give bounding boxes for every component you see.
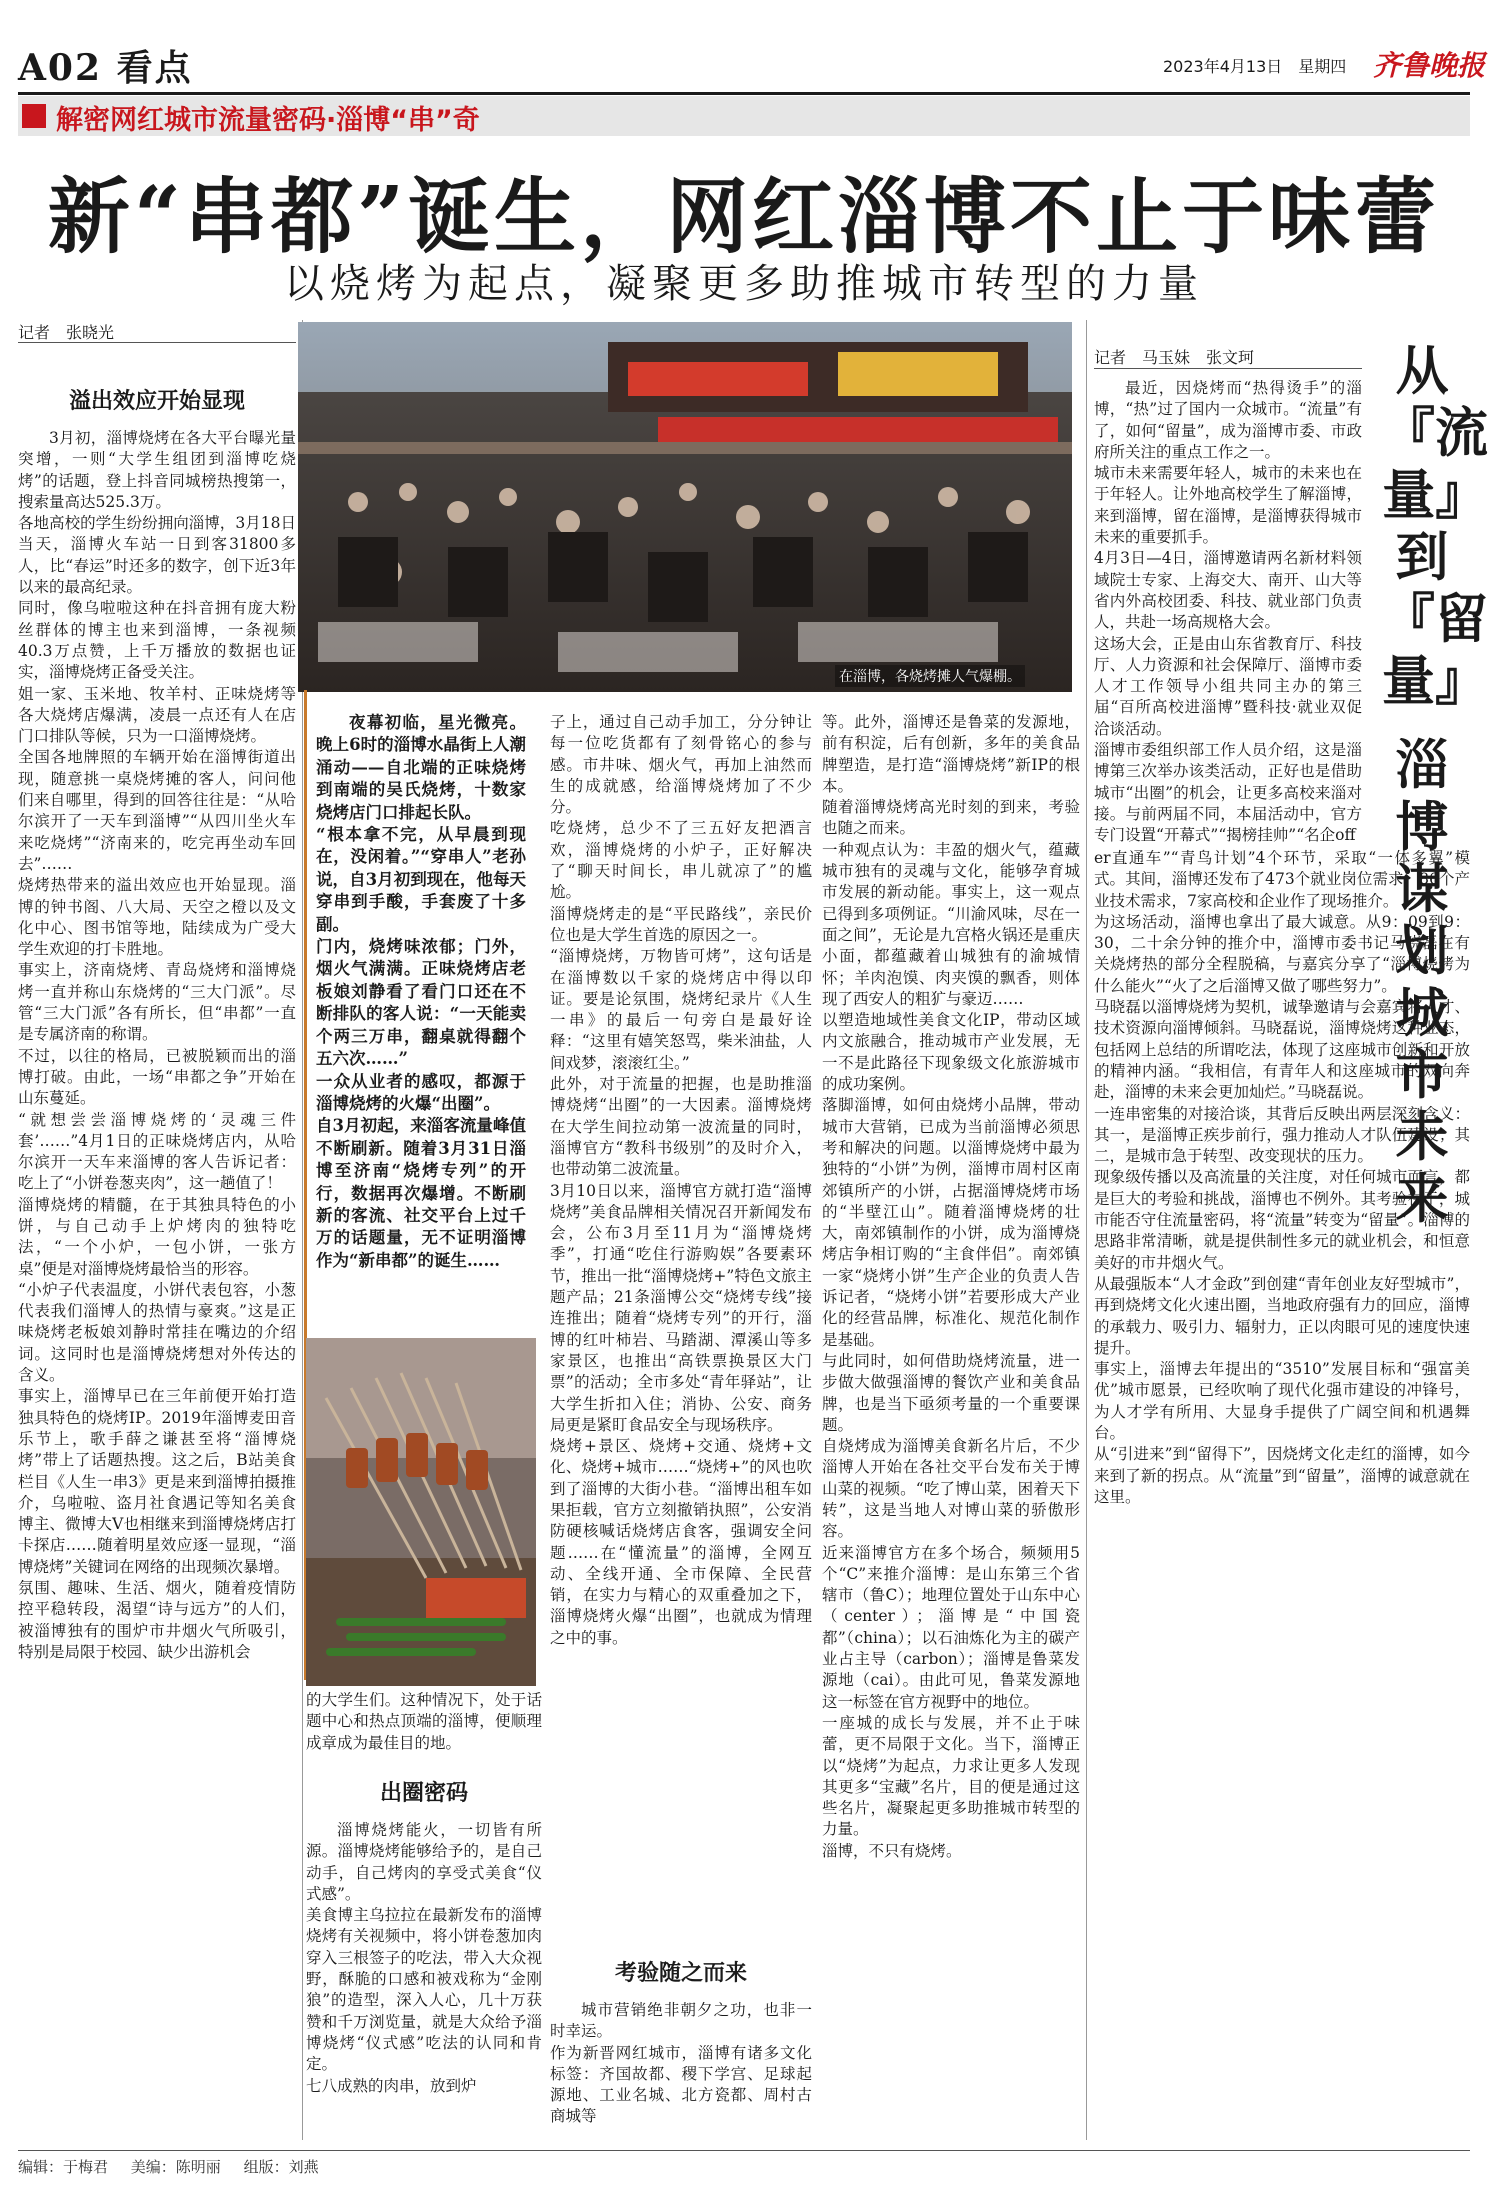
header-rule: [18, 92, 1470, 95]
headline: 新“串都”诞生，网红淄博不止于味蕾: [47, 169, 1441, 265]
issue-date: 2023年4月13日 星期四: [1163, 57, 1347, 76]
right-article-body-part1: 最近，因烧烤而“热得烫手”的淄博，“热”过了国内一众城市。“流量”有了，如何“留量”，成为淄博市委、市政府所关注的重点工作之一。 城市未来需要年轻人，城市的未来也在于年轻人。让外地高校学生了解淄博，来到淄博，留在淄博，是淄博获得城市未来的重要抓手。 4月3日—4日，淄博邀请两名新材料领域院士专家、上海交大、南开、山大等省内外高校团委、科技、就业部门负责人，共赴一场高规格大会。 这场大会，正是由山东省教育厅、科技厅、人力资源和社会保障厅、淄博市委人才工作领导小组共同主办的第三届“百所高校进淄博”暨科技·就业双促洽谈活动。 淄博市委组织部工作人员介绍，这是淄博第三次举办该类活动，正好也是借助城市“出圈”的机会，让更多高校来淄对接。与前两届不同，本届活动中，官方专门设置“开幕式”“揭榜挂帅”“名企off: [1094, 379, 1362, 845]
right-byline: 记者 马玉妹 张文珂: [1094, 348, 1255, 367]
left-article-body: 3月初，淄博烧烤在各大平台曝光量突增，一则“大学生组团到淄博吃烧烤”的话题，登上抖音同城榜热搜第一，搜索量高达525.3万。 各地高校的学生纷纷拥向淄博，3月18日当天，淄博火车站一日到客31800多人，比“春运”时还多的数字，创下近3年以来的最高纪录。 同时，像乌啦啦这种在抖音拥有庞大粉丝群体的博主也来到淄博，一条视频40.3万点赞，上千万播放的数据也证实，淄博烧烤正备受关注。 姐一家、玉米地、牧羊村、正味烧烤等各大烧烤店爆满，凌晨一点还有人在店门口排队等候，只为一口淄博烧烤。 全国各地牌照的车辆开始在淄博街道出现，随意挑一桌烧烤摊的客人，问问他们来自哪里，得到的回答往往是：“从哈尔滨开了一天车到淄博”“从四川坐火车来吃烧烤”“济南来的，吃完再坐动车回去”…… 烧烤热带来的溢出效应也开始显现。淄博的钟书阁、八大局、天空之橙以及文化中心、图书馆等地，陆续成为广受大学生欢迎的打卡胜地。 事实上，济南烧烤、青岛烧烤和淄博烧烤一直并称山东烧烤的“三大门派”。尽管“三大门派”各有所长，但“串都”一直是专属济南的称谓。 不过，以往的格局，已被脱颖而出的淄博打破。由此，一场“串都之争”开始在山东蔓延。 “就想尝尝淄博烧烤的‘灵魂三件套’……”4月1日的正味烧烤店内，从哈尔滨开一天车来淄博的客人告诉记者：吃上了“小饼卷葱夹肉”，这一趟值了！ 淄博烧烤的精髓，在于其独具特色的小饼，与自己动手上炉烤肉的独特吃法，“一个小炉，一包小饼，一张方桌”便是对淄博烧烤最恰当的形容。 “小炉子代表温度，小饼代表包容，小葱代表我们淄博人的热情与豪爽。”这是正味烧烤老板娘刘静时常挂在嘴边的介绍词。这同时也是淄博烧烤想对外传达的含义。 事实上，淄博早已在三年前便开始打造独具特色的烧烤IP。2019年淄博麦田音乐节上，歌手薛之谦甚至将“淄博烧烤”带上了话题热搜。这之后，B站美食栏目《人生一串3》更是来到淄博拍摄推介，乌啦啦、盗月社食遇记等知名美食博主、微博大V也相继来到淄博烧烤店打卡探店……随着明星效应逐一显现，“淄博烧烤”关键词在网络的出现频次暴增。 氛围、趣味、生活、烟火，随着疫情防控平稳转段，渴望“诗与远方”的人们，被淄博独有的围炉市井烟火气所吸引，特别是局限于校园、缺少出游机会: [18, 429, 296, 1661]
bbq-street-photo: [298, 322, 1072, 692]
skewer-photo: [306, 1338, 536, 1686]
middle-section-head: 出圈密码: [379, 1780, 468, 1806]
page-footer: [18, 2156, 337, 2177]
column-divider-right: [1086, 320, 1087, 2140]
lead-text: 夜幕初临，星光微亮。晚上6时的淄博水晶街上人潮涌动——自北端的正味烧烤到南端的吴氏烧烤，十数家烧烤店门口排起长队。 “根本拿不完，从早晨到现在，没闲着。”“穿串人”老孙说，自3月初到现在，他每天穿串到手酸，手套废了十多副。 门内，烧烤味浓郁；门外，烟火气满满。正味烧烤店老板娘刘静看了看门口还在不断排队的客人说：“一天能卖个两三万串，翻桌就得翻个五六次……” 一众从业者的感叹，都源于淄博烧烤的火爆“出圈”。 自3月初起，来淄客流量峰值不断刷新。随着3月31日淄博至济南“烧烤专列”的开行，数据再次爆增。不断刷新的客流、社交平台上过千万的话题量，无不证明淄博作为“新串都”的诞生……: [316, 713, 526, 1270]
right-article-body-part2: er直通车”“青鸟计划”4个环节，采取“一体多翼”模式。其间，淄博还发布了473个就业岗位需求、86个产业技术需求，7家高校和企业作了现场推介。 为这场活动，淄博也拿出了最大诚意。从9：09到9：30，二十余分钟的推介中，淄博市委书记马晓磊在有关烧烤热的部分全程脱稿，与嘉宾分享了“淄博烧烤为什么能火”“火了之后淄博又做了哪些努力”。 马晓磊以淄博烧烤为契机，诚挚邀请与会嘉宾将人才、技术资源向淄博倾斜。马晓磊说，淄博烧烤这种业态，包括网上总结的所谓吃法，体现了这座城市创新和开放的精神内涵。“我相信，有青年人和这座城市的双向奔赴，淄博的未来会更加灿烂。”马晓磊说。 一连串密集的对接洽谈，其背后反映出两层深刻含义：其一，是淄博正疾步前行，强力推动人才队伍建设；其二，是城市急于转型、改变现状的压力。 现象级传播以及高流量的关注度，对任何城市而言，都是巨大的考验和挑战，淄博也不例外。其考验在于，城市能否守住流量密码，将“流量”转变为“留量”。淄博的思路非常清晰，就是提供制性多元的就业机会，和恒意美好的市井烟火气。 从最强版本“人才金政”到创建“青年创业友好型城市”，再到烧烤文化火速出圈，当地政府强有力的回应，淄博的承载力、吸引力、辐射力，正以肉眼可见的速度快速提升。 事实上，淄博去年提出的“3510”发展目标和“强富美优”城市愿景，已经吹响了现代化强市建设的冲锋号，为人才学有所用、大显身手提供了广阔空间和机遇舞台。 从“引进来”到“留得下”，因烧烤文化走红的淄博，如今来到了新的拐点。从“流量”到“留量”，淄博的诚意就在这里。: [1094, 849, 1470, 1506]
series-banner-text: 解密网红城市流量密码·淄博“串”奇: [56, 105, 480, 136]
column-three-section-head: 考验随之而来: [614, 1960, 747, 1986]
middle-article-body: 淄博烧烤能火，一切皆有所源。淄博烧烤能够给予的，是自己动手，自己烤肉的享受式美食“仪式感”。 美食博主乌拉拉在最新发布的淄博烧烤有关视频中，将小饼卷葱加肉穿入三根签子的吃法，带入大众视野，酥脆的口感和被戏称为“金刚狼”的造型，深入人心，几十万获赞和千万浏览量，就是大众给予淄博烧烤“仪式感”吃法的认同和肯定。 七八成熟的肉串，放到炉: [306, 1821, 542, 2095]
left-byline-rule: [18, 342, 296, 343]
column-four-body: 等。此外，淄博还是鲁菜的发源地，前有积淀，后有创新，多年的美食品牌塑造，是打造“淄博烧烤”新IP的根本。 随着淄博烧烤高光时刻的到来，考验也随之而来。 一种观点认为：丰盈的烟火气，蕴藏城市独有的灵魂与文化，能够孕育城市发展的新动能。事实上，这一观点已得到多项例证。“川渝风味，尽在一面之间”，无论是九宫格火锅还是重庆小面，都蕴藏着山城独有的渝城情怀；羊肉泡馍、肉夹馍的飘香，则体现了西安人的粗犷与豪迈…… 以塑造地域性美食文化IP，带动区域内文旅融合，推动城市产业发展，无一不是此路径下现象级文化旅游城市的成功案例。 落脚淄博，如何由烧烤小品牌，带动城市大营销，已成为当前淄博必须思考和解决的问题。以淄博烧烤中最为独特的“小饼”为例，淄博市周村区南郊镇所产的小饼，占据淄博烧烤市场的“半壁江山”。随着淄博烧烤的壮大，南郊镇制作的小饼，成为淄博烧烤店争相订购的“主食伴侣”。南郊镇一家“烧烤小饼”生产企业的负责人告诉记者，“烧烤小饼”若要形成大产业化的经营品牌，标准化、规范化制作是基础。 与此同时，如何借助烧烤流量，进一步做大做强淄博的餐饮产业和美食品牌，也是当下亟须考量的一个重要课题。 自烧烤成为淄博美食新名片后，不少淄博人开始在各社交平台发布关于博山菜的视频。“吃了博山菜，困着天下转”，这是当地人对博山菜的骄傲形容。 近来淄博官方在多个场合，频频用5个“C”来推介淄博：是山东第三个省辖市（鲁C）；地理位置处于山东中心（center）；淄博是“中国瓷都”（china）；以石油炼化为主的碳产业占主导（carbon）；淄博是鲁菜发源地（cai）。由此可见，鲁菜发源地这一标签在官方视野中的地位。 一座城的成长与发展，并不止于味蕾，更不局限于文化。当下，淄博正以“烧烤”为起点，力求让更多人发现其更多“宝藏”名片，目的便是通过这些名片，凝聚起更多助推城市转型的力量。 淄博，不只有烧烤。: [822, 713, 1080, 1860]
column-three-body-bottom: 城市营销绝非朝夕之功，也非一时幸运。 作为新晋网红城市，淄博有诸多文化标签：齐国故都、稷下学宫、足球起源地、工业名城、北方瓷都、周村古商城等: [550, 2001, 812, 2126]
subheadline: 以烧烤为起点，凝聚更多助推城市转型的力量: [284, 261, 1204, 307]
column-three-body: 子上，通过自己动手加工，分分钟让每一位吃货都有了刻骨铭心的参与感。市井味、烟火气，再加上油然而生的成就感，给淄博烧烤加了不少分。 吃烧烤，总少不了三五好友把酒言欢，淄博烧烤的小炉子，正好解决了“聊天时间长，串儿就凉了”的尴尬。 淄博烧烤走的是“平民路线”，亲民价位也是大学生首选的原因之一。 “淄博烧烤，万物皆可烤”，这句话是在淄博数以千家的烧烤店中得以印证。要是论氛围，烧烤纪录片《人生一串》的最后一句旁白是最好诠释：“这里有嬉笑怒骂，柴米油盐，人间戏梦，滚滚红尘。” 此外，对于流量的把握，也是助推淄博烧烤“出圈”的一大因素。淄博烧烤在大学生间拉动第一波流量的同时，淄博官方“教科书级别”的及时介入，也带动第二波流量。 3月10日以来，淄博官方就打造“淄博烧烤”美食品牌相关情况召开新闻发布会，公布3月至11月为“淄博烧烤季”，打通“吃住行游购娱”各要素环节，推出一批“淄博烧烤+”特色文旅主题产品；21条淄博公交“烧烤专线”接连推出；随着“烧烤专列”的开行，淄博的红叶柿岩、马踏湖、潭溪山等多家景区，也推出“高铁票换景区大门票”的活动；全市多处“青年驿站”，让大学生折扣入住；消协、公安、商务局更是紧盯食品安全与现场秩序。 烧烤+景区、烧烤+交通、烧烤+文化、烧烤+城市……“烧烤+”的风也吹到了淄博的大街小巷。“淄博出租车如果拒载，官方立刻撤销执照”，公安消防硬核喊话烧烤店食客，强调安全问题……在“懂流量”的淄博，全网互动、全线开通、全市保障、全民营销，在实力与精心的双重叠加之下，淄博烧烤火爆“出圈”，也就成为情理之中的事。: [550, 713, 812, 1647]
middle-continued-text: 的大学生们。这种情况下，处于话题中心和热点顶端的淄博，便顺理成章成为最佳目的地。: [306, 1691, 542, 1752]
right-title-sub: 淄博谋划城市未来: [1395, 734, 1449, 1230]
layout-credit: 组版：刘燕: [243, 2158, 319, 2176]
right-byline-rule: [1094, 368, 1362, 369]
newspaper-logo: 齐鲁晚报: [1373, 49, 1486, 82]
art-editor-credit: 美编：陈明丽: [130, 2158, 221, 2176]
photo-caption: 在淄博，各烧烤摊人气爆棚。: [835, 665, 1025, 687]
banner-square-icon: [22, 104, 46, 128]
left-section-head: 溢出效应开始显现: [68, 388, 245, 414]
section-title: A02 看点: [18, 47, 193, 89]
right-title-main: 从『流量』到『留量』: [1382, 340, 1488, 712]
left-byline: 记者 张晓光: [18, 323, 115, 342]
footer-rule: [18, 2150, 1470, 2151]
editor-credit: 编辑：于梅君: [18, 2158, 109, 2176]
